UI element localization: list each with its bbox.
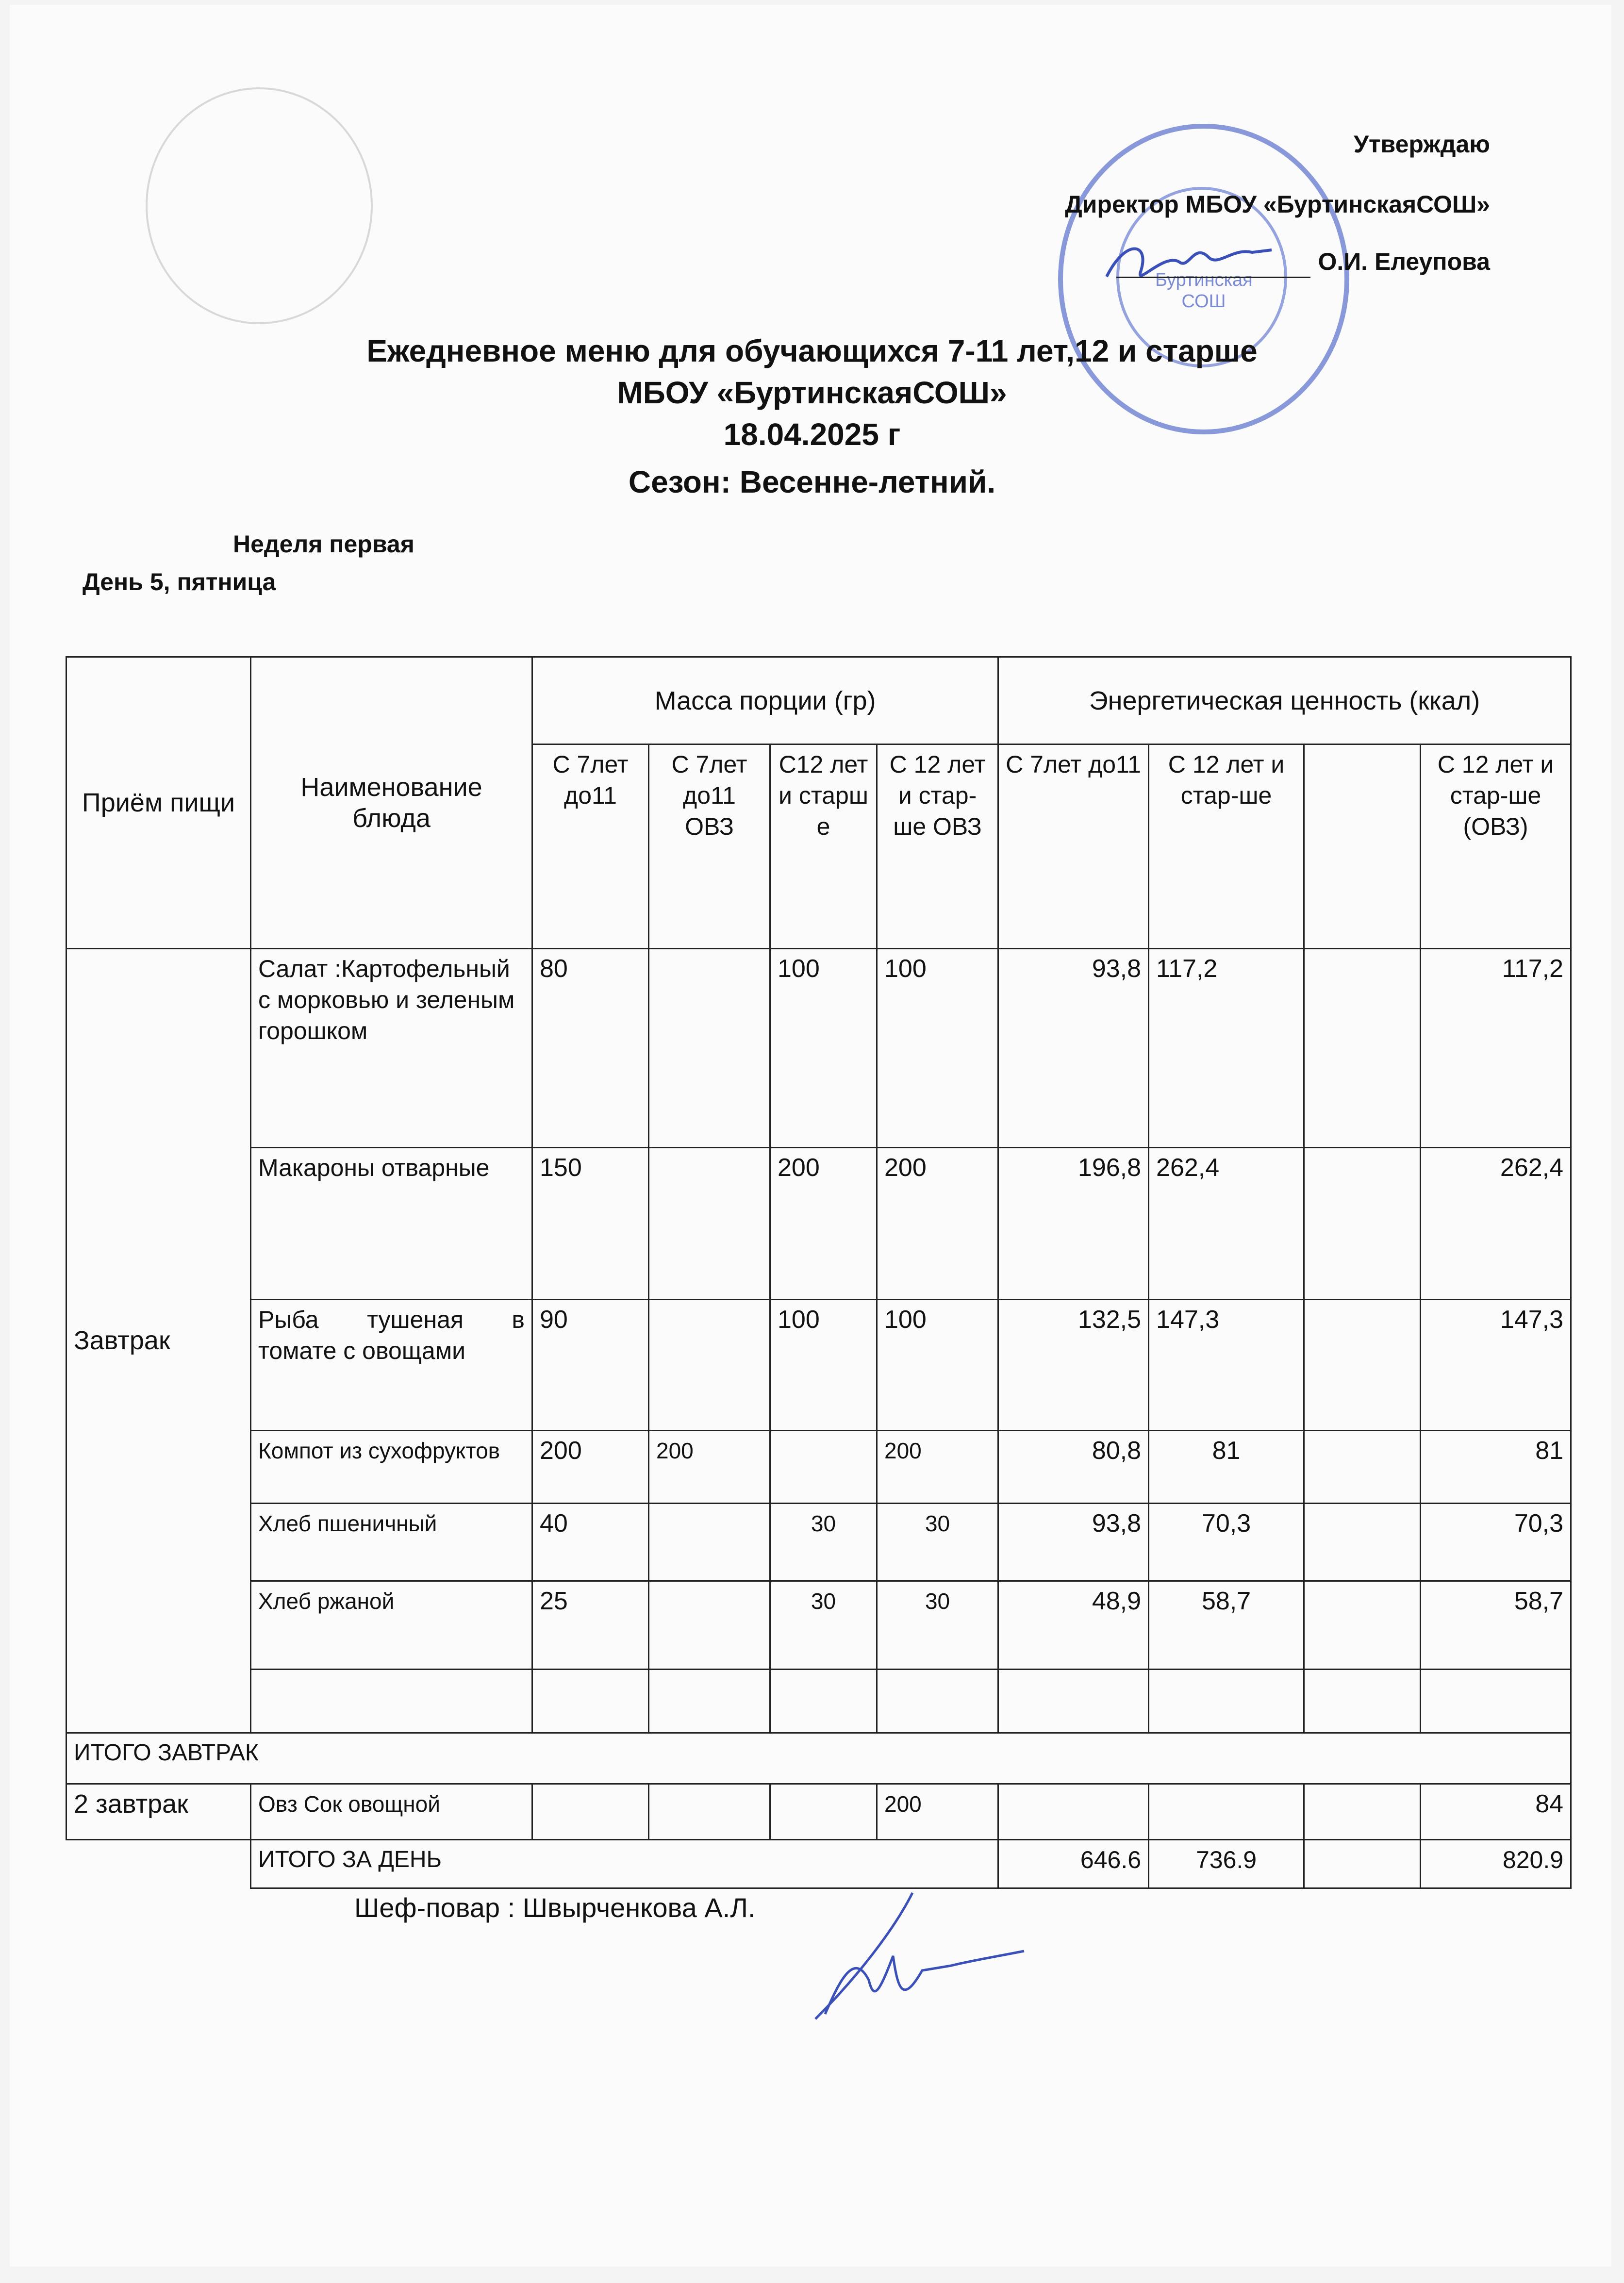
subheader-cell: С12 лет и старш е (770, 744, 877, 948)
total-energy-cell: 736.9 (1149, 1839, 1304, 1888)
total-energy-cell: 820.9 (1421, 1839, 1571, 1888)
table-row (66, 1299, 1571, 1430)
dish-name: Хлеб ржаной (251, 1581, 532, 1670)
subheader-cell: С 12 лет и стар-ше (ОВЗ) (1421, 744, 1571, 948)
energy-cell: 262,4 (1421, 1148, 1571, 1299)
mass-cell: 30 (877, 1504, 998, 1581)
header-energy: Энергетическая ценность (ккал) (998, 657, 1571, 744)
energy-cell: 81 (1421, 1430, 1571, 1503)
chef-signature (796, 1883, 1029, 2038)
total-breakfast-row (66, 1733, 1571, 1784)
mass-cell (649, 1504, 770, 1581)
approval-line-1: Утверждаю (1353, 131, 1490, 158)
second-breakfast-row (66, 1784, 1571, 1839)
faded-stamp-imprint (146, 87, 373, 324)
mass-cell: 80 (532, 948, 649, 1147)
empty-row (66, 1670, 1571, 1733)
mass-cell: 100 (877, 1299, 998, 1430)
mass-cell: 150 (532, 1148, 649, 1299)
total-breakfast-label: ИТОГО ЗАВТРАК (66, 1733, 1571, 1784)
title-line-4: Сезон: Весенне-летний. (628, 464, 996, 499)
total-day-label: ИТОГО ЗА ДЕНЬ (251, 1839, 998, 1888)
director-signature (1097, 223, 1281, 301)
energy-cell: 70,3 (1149, 1504, 1304, 1581)
energy-cell: 196,8 (998, 1148, 1149, 1299)
mass-cell (649, 1299, 770, 1430)
mass-cell: 100 (877, 948, 998, 1147)
subheader-cell: С 7лет до11 ОВЗ (649, 744, 770, 948)
energy-cell: 58,7 (1149, 1581, 1304, 1670)
mass-cell (649, 1148, 770, 1299)
chef-signature-label: Шеф-повар : Швырченкова А.Л. (354, 1892, 756, 1923)
total-energy-cell: 646.6 (998, 1839, 1149, 1888)
mass-cell: 200 (770, 1148, 877, 1299)
header-mass: Масса порции (гр) (532, 657, 998, 744)
meal-second-breakfast: 2 завтрак (66, 1784, 251, 1839)
mass-cell: 25 (532, 1581, 649, 1670)
approval-line-3: О.И. Елеупова (1318, 248, 1490, 275)
total-day-row (66, 1839, 1571, 1888)
table-row (66, 948, 1571, 1147)
day-label: День 5, пятница (83, 568, 276, 596)
energy-cell: 70,3 (1421, 1504, 1571, 1581)
subheader-cell: С 12 лет и стар-ше (1149, 744, 1304, 948)
mass-cell: 200 (877, 1430, 998, 1503)
mass-cell: 90 (532, 1299, 649, 1430)
dish-name: Овз Сок овощной (251, 1784, 532, 1839)
energy-cell: 117,2 (1149, 948, 1304, 1147)
energy-cell: 93,8 (998, 1504, 1149, 1581)
table-row (66, 1581, 1571, 1670)
dish-name: Макароны отварные (251, 1148, 532, 1299)
energy-cell (1304, 1430, 1421, 1503)
energy-cell (1304, 948, 1421, 1147)
energy-cell: 117,2 (1421, 948, 1571, 1147)
subheader-cell: С 12 лет и стар-ше ОВЗ (877, 744, 998, 948)
energy-cell: 81 (1149, 1430, 1304, 1503)
dish-name: Салат :Картофельный с морковью и зеленым горошком (251, 948, 532, 1147)
mass-cell: 200 (532, 1430, 649, 1503)
energy-cell: 147,3 (1149, 1299, 1304, 1430)
title-line-2: МБОУ «БуртинскаяСОШ» (617, 375, 1007, 410)
title-line-3: 18.04.2025 г (723, 417, 901, 452)
table-row (66, 1148, 1571, 1299)
meal-breakfast: Завтрак (66, 948, 251, 1733)
table-row (66, 1504, 1571, 1581)
mass-cell: 40 (532, 1504, 649, 1581)
subheader-cell: С 7лет до11 (532, 744, 649, 948)
energy-cell (1304, 1148, 1421, 1299)
energy-cell: 262,4 (1149, 1148, 1304, 1299)
mass-cell: 30 (770, 1504, 877, 1581)
energy-cell: 80,8 (998, 1430, 1149, 1503)
mass-cell: 30 (770, 1581, 877, 1670)
stamp-text: Буртинская СОШ (1155, 270, 1253, 312)
dish-name: Рыба тушеная в томате с овощами (251, 1299, 532, 1430)
mass-cell: 30 (877, 1581, 998, 1670)
title-line-1: Ежедневное меню для обучающихся 7-11 лет,12 и старше (366, 333, 1258, 368)
energy-cell: 84 (1421, 1784, 1571, 1839)
mass-cell: 200 (649, 1430, 770, 1503)
header-dish: Наименование блюда (251, 657, 532, 949)
energy-cell: 48,9 (998, 1581, 1149, 1670)
subheader-cell (1304, 744, 1421, 948)
header-meal: Приём пищи (66, 657, 251, 949)
week-label: Неделя первая (233, 530, 414, 558)
energy-cell (1304, 1299, 1421, 1430)
menu-table (66, 656, 1572, 1889)
mass-cell: 100 (770, 1299, 877, 1430)
mass-cell (649, 948, 770, 1147)
mass-cell (649, 1581, 770, 1670)
dish-name: Хлеб пшеничный (251, 1504, 532, 1581)
dish-name: Компот из сухофруктов (251, 1430, 532, 1503)
energy-cell: 93,8 (998, 948, 1149, 1147)
mass-cell: 200 (877, 1148, 998, 1299)
energy-cell (1304, 1504, 1421, 1581)
energy-cell: 147,3 (1421, 1299, 1571, 1430)
mass-cell (770, 1430, 877, 1503)
approval-line-2: Директор МБОУ «БуртинскаяСОШ» (1065, 191, 1490, 218)
energy-cell: 132,5 (998, 1299, 1149, 1430)
energy-cell: 58,7 (1421, 1581, 1571, 1670)
mass-cell: 200 (877, 1784, 998, 1839)
table-row (66, 1430, 1571, 1503)
mass-cell: 100 (770, 948, 877, 1147)
energy-cell (1304, 1581, 1421, 1670)
subheader-cell: С 7лет до11 (998, 744, 1149, 948)
